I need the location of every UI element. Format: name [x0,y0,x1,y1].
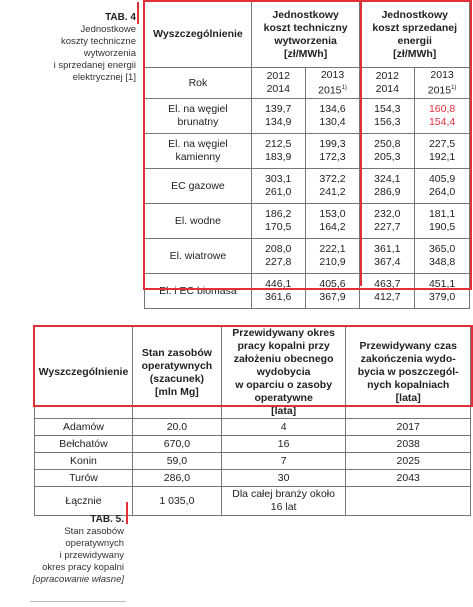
header-line: koszt techniczny [263,21,348,34]
end-year-value: 2025 [346,453,471,470]
value-cell [305,169,360,204]
value-cell [251,99,305,134]
period-line: 16 lat [270,501,297,513]
row-label-line: kamienny [175,151,221,163]
table-row [145,169,470,204]
value: 446,1 [265,278,292,290]
tab4-caption [4,12,136,84]
header-line: bycia w poszczegól- [357,366,459,378]
year-cell [251,68,305,99]
tab5-caption-text [4,526,124,586]
value: 241,2 [319,186,346,198]
value-cell [305,239,360,274]
header-line: w oparciu o zasoby [235,379,333,391]
tab4-header-sales-cost [360,2,470,68]
value: 361,1 [374,243,401,255]
value: 227,5 [428,138,456,150]
header-line: [lata] [271,405,297,417]
value: 451,1 [428,278,456,290]
tab4-table [144,1,470,309]
value-cell [360,239,415,274]
table-row-total [35,487,471,516]
value: 212,5 [265,138,292,150]
footnote-mark: 1) [341,84,347,91]
table-row [145,204,470,239]
value: 164,2 [319,221,346,233]
value: 227,8 [265,256,292,268]
value: 286,9 [374,186,401,198]
value: 130,4 [319,116,346,128]
year-value: 2013 [430,68,454,81]
year-value [308,82,358,98]
value: 210,9 [319,256,346,268]
row-label-line: brunatny [177,116,219,128]
tab4-header-production-cost [251,2,360,68]
tab5-caption-line: Stan zasobów [64,526,124,537]
end-year-value: 2038 [346,436,471,453]
year-value: 2012 [375,70,399,82]
period-value: 4 [221,419,346,436]
tab4-caption-text [4,24,136,84]
value: 183,9 [265,151,292,163]
tab4-caption-marker [137,2,139,24]
header-line: Przewidywany czas [359,340,457,352]
value-cell-highlighted [415,99,470,134]
table-row [35,436,471,453]
period-value: 7 [221,453,346,470]
header-line: [mln Mg] [155,385,199,398]
value: 134,6 [319,103,346,115]
value: 324,1 [374,173,401,185]
year-row-label: Rok [145,68,252,99]
row-label-line: El. wodne [174,214,221,227]
value: 222,1 [319,243,346,255]
value: 365,0 [428,243,456,255]
resources-value: 286,0 [132,470,221,487]
resources-value: 670,0 [132,436,221,453]
value: 205,3 [374,151,401,163]
tab5-caption-marker [126,502,128,524]
caption-underline [30,601,126,602]
period-value: 16 [221,436,346,453]
value: 153,0 [319,208,346,220]
value-cell [251,274,305,309]
table-row [35,419,471,436]
tab5-header-period [221,327,346,419]
value: 154,3 [374,103,401,115]
row-label-line: El. na węgiel [168,103,228,115]
header-line: pracy kopalni przy [237,340,330,352]
value: 156,3 [374,116,401,128]
mine-name: Konin [35,453,133,470]
value: 154,4 [428,116,456,128]
header-line: energii [397,34,432,47]
value: 367,4 [374,256,401,268]
year-value: 2014 [375,83,399,95]
value: 232,0 [374,208,401,220]
tab4-caption-line: i sprzedanej energii [53,60,136,71]
value: 181,1 [428,208,456,220]
row-label [145,204,252,239]
mine-name: Łącznie [35,487,133,516]
tab5-caption [4,514,124,586]
tab5-caption-line: okres pracy kopalni [42,562,124,573]
header-line: zakończenia wydo- [360,353,456,365]
tab5-header-row [35,327,471,419]
tab4-header-label: Wyszczególnienie [145,2,252,68]
year-text: 2015 [318,84,342,97]
year-text: 2015 [427,84,452,97]
mine-name: Adamów [35,419,133,436]
tab5-caption-line: i przewidywany [59,550,124,561]
value: 264,0 [428,186,456,198]
row-label-line: EC gazowe [171,179,225,192]
tab4-caption-line: Jednostkowe [80,24,136,35]
value: 261,0 [265,186,292,198]
year-value [417,82,467,98]
value-cell [415,134,470,169]
value-cell [415,204,470,239]
mine-name: Turów [35,470,133,487]
value: 190,5 [428,221,456,233]
row-label [145,134,252,169]
value: 372,2 [319,173,346,185]
value-cell [360,169,415,204]
tab4-caption-line: koszty techniczne [61,36,136,47]
value-cell [251,134,305,169]
header-line: Stan zasobów [141,346,212,359]
value: 405,9 [428,173,456,185]
header-line: [lata] [395,392,421,404]
tab5-caption-line: operatywnych [65,538,124,549]
value-cell [415,239,470,274]
year-value: 2013 [320,68,345,81]
row-label-line: El. i EC biomasa [159,284,237,297]
value-cell [305,204,360,239]
row-label [145,239,252,274]
tab4-caption-line: wytworzenia [83,48,136,59]
tab5-table [34,326,471,516]
value-cell [415,274,470,309]
value: 172,3 [319,151,346,163]
header-line: [zł/MWh] [393,47,437,60]
table-row [35,453,471,470]
header-line: wydobycia [256,366,311,378]
value: 139,7 [265,103,292,115]
table-row [35,470,471,487]
resources-value: 59,0 [132,453,221,470]
year-value: 2014 [266,83,290,95]
value-cell [251,169,305,204]
header-line: Jednostkowy [381,8,448,21]
header-line: koszt sprzedanej [372,21,458,34]
header-line: [zł/MWh] [284,47,328,60]
table-row [145,239,470,274]
year-cell [305,68,360,99]
tab5-header-resources [132,327,221,419]
end-year-value: 2017 [346,419,471,436]
header-line: Przewidywany okres [232,327,335,339]
value-cell [360,134,415,169]
value: 250,8 [374,138,401,150]
table-row [145,134,470,169]
value: 405,6 [319,278,346,290]
value-cell [305,99,360,134]
table-row [145,274,470,309]
header-line: wytworzenia [274,34,337,47]
value: 208,0 [265,243,292,255]
value: 199,3 [319,138,346,150]
value: 192,1 [428,151,456,163]
header-line: operatywne [254,392,313,404]
header-line: nych kopalniach [367,379,450,391]
value-cell [360,99,415,134]
value-cell [360,204,415,239]
header-line: operatywnych [141,359,213,372]
value-cell [251,204,305,239]
value-cell [360,274,415,309]
footnote-mark: 1) [451,84,457,91]
row-label [145,274,252,309]
row-label-line: El. na węgiel [168,138,228,150]
row-label-line: El. wiatrowe [169,249,227,262]
tab5-number: TAB. 5. [90,514,124,525]
mine-name: Bełchatów [35,436,133,453]
tab4-number: TAB. 4 [105,12,136,23]
value: 348,8 [428,256,456,268]
year-cell [415,68,470,99]
header-line: Jednostkowy [272,8,339,21]
value-cell [415,169,470,204]
value: 186,2 [265,208,292,220]
tab5-header-label: Wyszczególnienie [35,327,133,419]
resources-value: 20.0 [132,419,221,436]
period-value [221,487,346,516]
year-value: 2012 [266,70,290,82]
tab4-caption-line: elektrycznej [1] [72,72,136,83]
value: 134,9 [265,116,292,128]
value-cell [305,274,360,309]
period-value: 30 [221,470,346,487]
end-year-value: 2043 [346,470,471,487]
header-line: założeniu obecnego [233,353,334,365]
tab4-year-row [145,68,470,99]
year-cell [360,68,415,99]
period-line: Dla całej branży około [232,488,335,500]
value: 160,8 [428,103,456,115]
value: 170,5 [265,221,292,233]
table-row [145,99,470,134]
tab4-header-row [145,2,470,68]
value: 379,0 [428,291,456,303]
value: 361,6 [265,291,292,303]
value: 463,7 [374,278,401,290]
value-cell [251,239,305,274]
end-year-value [346,487,471,516]
row-label [145,169,252,204]
value: 227,7 [374,221,401,233]
value: 367,9 [319,291,346,303]
row-label [145,99,252,134]
tab5-header-end-year [346,327,471,419]
header-line: (szacunek) [149,372,205,385]
tab5-caption-source: [opracowanie własne] [32,574,124,585]
value: 412,7 [374,291,401,303]
value: 303,1 [265,173,292,185]
value-cell [305,134,360,169]
resources-value: 1 035,0 [132,487,221,516]
